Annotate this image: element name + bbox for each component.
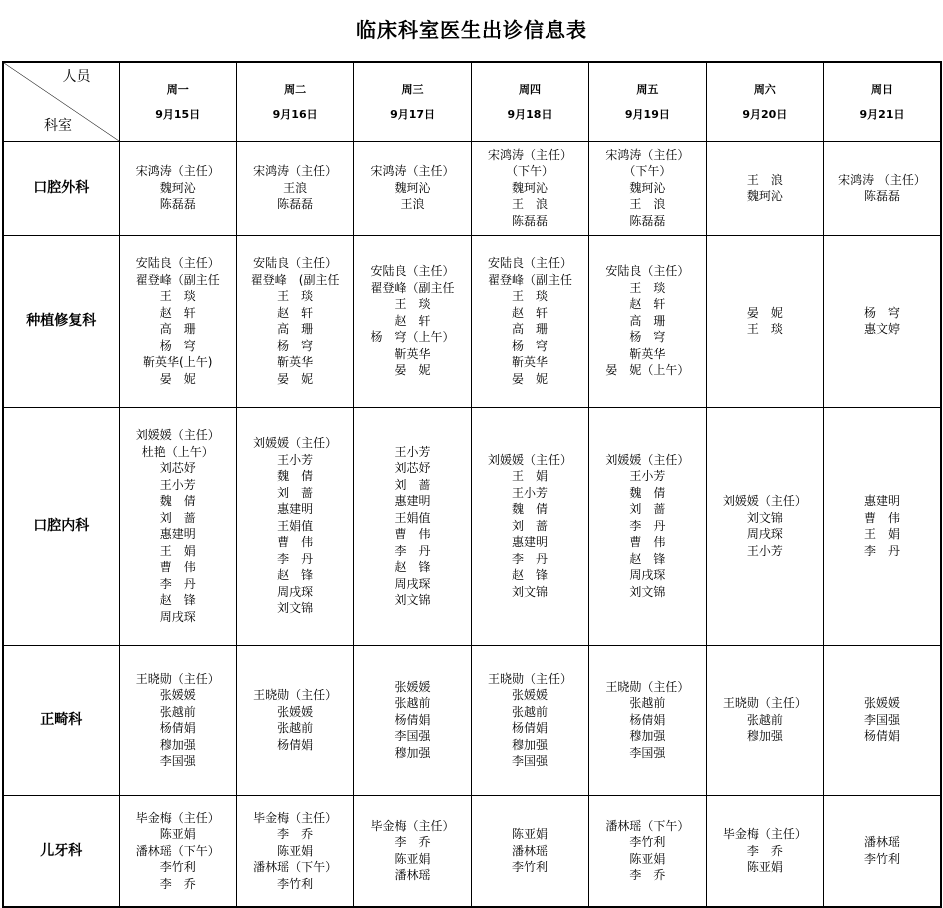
doctor-name: 王晓勋（主任） bbox=[722, 696, 807, 711]
weekday-label: 周五 bbox=[636, 82, 659, 96]
schedule-cell bbox=[354, 407, 471, 645]
doctor-name: 翟登峰（副主任 bbox=[135, 272, 220, 287]
doctor-name: 杨 穹 bbox=[864, 305, 901, 320]
schedule-cell bbox=[824, 795, 941, 907]
doctor-name: 惠建明 bbox=[277, 502, 314, 517]
weekday-label: 周二 bbox=[284, 82, 307, 96]
date-label: 9月17日 bbox=[390, 107, 436, 121]
doctor-name: 翟登峰 (副主任 bbox=[250, 272, 340, 287]
schedule-cell bbox=[824, 235, 941, 407]
doctor-name: 刘芯妤 bbox=[394, 461, 431, 475]
schedule-cell bbox=[119, 407, 236, 645]
doctor-name: 刘文锦 bbox=[629, 584, 666, 599]
schedule-cell bbox=[706, 235, 823, 407]
doctor-name: 李 丹 bbox=[511, 551, 548, 566]
schedule-cell bbox=[589, 235, 706, 407]
doctor-name: 王晓勋（主任） bbox=[605, 679, 690, 694]
doctor-name: 潘林瑶（下午） bbox=[605, 818, 690, 833]
weekday-label: 周六 bbox=[753, 82, 776, 96]
doctor-name: 王小芳 bbox=[511, 485, 548, 500]
schedule-cell bbox=[119, 645, 236, 795]
doctor-name: 穆加强 bbox=[511, 737, 548, 752]
doctor-name: 李 丹 bbox=[159, 576, 196, 591]
doctor-name: 赵 轩 bbox=[394, 313, 431, 328]
doctor-name: 赵 轩 bbox=[159, 305, 196, 320]
doctor-name: 靳英华(上午) bbox=[143, 355, 213, 369]
doctor-name: 王娟值 bbox=[277, 518, 314, 533]
doctor-name: 王 娟 bbox=[159, 543, 196, 558]
doctor-name: 安陆良（主任） bbox=[605, 264, 690, 279]
doctor-name: 刘文锦 bbox=[277, 601, 314, 616]
doctor-name: 张越前 bbox=[159, 704, 196, 719]
doctor-name: 杨 穹 bbox=[629, 330, 666, 345]
schedule-cell bbox=[471, 407, 588, 645]
schedule-cell bbox=[706, 645, 823, 795]
day-header bbox=[354, 62, 471, 141]
doctor-name: 潘林瑶 bbox=[394, 868, 431, 883]
doctor-name: 张媛媛 bbox=[864, 696, 901, 711]
doctor-name: 陈亚娟 bbox=[277, 843, 314, 858]
doctor-name: 刘文锦 bbox=[394, 593, 431, 607]
schedule-cell bbox=[236, 141, 353, 235]
day-header bbox=[119, 62, 236, 141]
schedule-cell bbox=[824, 645, 941, 795]
doctor-name: 赵 锋 bbox=[511, 568, 548, 583]
doctor-name: （下午） bbox=[505, 164, 554, 179]
doctor-name: 王 浪 bbox=[629, 197, 666, 212]
doctor-name: 李 乔 bbox=[746, 843, 783, 858]
doctor-name: 李竹利 bbox=[864, 851, 901, 866]
doctor-name: 晏 妮 bbox=[159, 371, 196, 386]
doctor-name: 晏 妮 bbox=[277, 371, 314, 386]
doctor-name: 李 乔 bbox=[277, 827, 314, 841]
doctor-name: 惠建明 bbox=[511, 535, 548, 550]
doctor-name: 周戌琛 bbox=[277, 584, 314, 599]
doctor-name: 宋鸿涛（主任） bbox=[605, 147, 690, 162]
schedule-cell bbox=[706, 407, 823, 645]
doctor-name: 刘芯妤 bbox=[159, 461, 196, 475]
doctor-name: 潘林瑶 bbox=[511, 843, 548, 858]
doctor-name: 潘林瑶 bbox=[864, 835, 901, 850]
schedule-cell bbox=[824, 407, 941, 645]
doctor-name: 王 娟 bbox=[511, 469, 548, 484]
doctor-name: 陈亚娟 bbox=[511, 827, 548, 841]
doctor-name: 晏 妮 bbox=[511, 371, 548, 386]
department-name: 口腔外科 bbox=[3, 141, 119, 235]
doctor-name: 王 琰 bbox=[277, 289, 314, 303]
doctor-name: 李国强 bbox=[629, 745, 666, 760]
schedule-cell bbox=[354, 235, 471, 407]
doctor-name: 高 珊 bbox=[159, 322, 196, 336]
doctor-name: 魏珂沁 bbox=[394, 180, 431, 195]
doctor-name: 曹 伟 bbox=[159, 560, 196, 574]
department-name: 正畸科 bbox=[3, 645, 119, 795]
corner-label-staff: 人员 bbox=[62, 69, 91, 85]
doctor-name: 靳英华 bbox=[277, 355, 314, 369]
page-title: 临床科室医生出诊信息表 bbox=[356, 18, 587, 42]
doctor-name: 毕金梅（主任） bbox=[135, 810, 220, 825]
schedule-cell bbox=[706, 141, 823, 235]
doctor-name: 王晓勋（主任） bbox=[135, 671, 220, 686]
department-row bbox=[3, 795, 941, 907]
day-header bbox=[589, 62, 706, 141]
doctor-name: 李 丹 bbox=[277, 551, 314, 566]
doctor-name: 王 琰 bbox=[159, 289, 196, 303]
doctor-name: 李 丹 bbox=[864, 543, 901, 558]
doctor-name: 毕金梅（主任） bbox=[253, 810, 338, 825]
schedule-cell bbox=[589, 141, 706, 235]
doctor-name: 李竹利 bbox=[511, 860, 548, 874]
doctor-name: 穆加强 bbox=[629, 729, 666, 744]
doctor-name: 刘 蔷 bbox=[394, 477, 431, 492]
doctor-name: 曹 伟 bbox=[629, 535, 666, 550]
doctor-name: 张越前 bbox=[511, 704, 548, 719]
doctor-name: 李竹利 bbox=[159, 860, 196, 874]
schedule-cell bbox=[236, 235, 353, 407]
doctor-name: 周戌琛 bbox=[159, 609, 196, 624]
date-label: 9月16日 bbox=[272, 107, 318, 121]
doctor-name: 刘文锦 bbox=[746, 510, 783, 525]
doctor-name: 陈磊磊 bbox=[629, 213, 666, 228]
doctor-name: 王小芳 bbox=[277, 452, 314, 467]
doctor-name: 毕金梅（主任） bbox=[370, 818, 455, 833]
doctor-name: 王浪 bbox=[400, 197, 425, 212]
doctor-name: 刘媛媛（主任） bbox=[605, 452, 690, 467]
doctor-name: 张越前 bbox=[277, 721, 314, 735]
doctor-name: 王 浪 bbox=[746, 172, 783, 187]
day-header bbox=[706, 62, 823, 141]
date-label: 9月19日 bbox=[624, 107, 670, 121]
doctor-name: （下午） bbox=[623, 164, 672, 179]
date-label: 9月21日 bbox=[859, 107, 905, 121]
doctor-name: 王小芳 bbox=[394, 444, 431, 459]
doctor-name: 陈磊磊 bbox=[277, 197, 314, 212]
doctor-name: 安陆良（主任） bbox=[135, 256, 220, 270]
schedule-body bbox=[3, 141, 941, 907]
doctor-name: 陈亚娟 bbox=[746, 860, 783, 874]
header-row bbox=[3, 62, 941, 141]
doctor-name: 宋鸿涛 （主任） bbox=[838, 172, 926, 187]
doctor-name: 赵 锋 bbox=[277, 568, 314, 583]
doctor-name: 刘 蔷 bbox=[511, 518, 548, 533]
doctor-name: 翟登峰（副主任 bbox=[370, 280, 455, 295]
doctor-name: 宋鸿涛（主任） bbox=[135, 164, 220, 179]
doctor-name: 杨 穹 bbox=[511, 338, 548, 353]
doctor-name: 赵 锋 bbox=[394, 560, 431, 574]
doctor-name: 魏珂沁 bbox=[746, 189, 783, 203]
doctor-name: 王晓勋（主任） bbox=[253, 688, 338, 702]
doctor-name: 李 丹 bbox=[629, 518, 666, 533]
doctor-name: 高 珊 bbox=[629, 313, 666, 328]
day-header bbox=[236, 62, 353, 141]
date-label: 9月18日 bbox=[507, 107, 553, 121]
doctor-name: 杨倩娟 bbox=[159, 721, 196, 735]
doctor-name: 刘 蔷 bbox=[277, 485, 314, 500]
weekday-label: 周日 bbox=[871, 82, 894, 96]
department-row bbox=[3, 235, 941, 407]
doctor-name: 李 乔 bbox=[394, 835, 431, 850]
schedule-cell bbox=[119, 795, 236, 907]
doctor-name: 潘林瑶（下午） bbox=[253, 860, 338, 874]
schedule-cell bbox=[236, 795, 353, 907]
doctor-name: 刘媛媛（主任） bbox=[722, 494, 807, 508]
doctor-name: 陈磊磊 bbox=[864, 189, 901, 203]
weekday-label: 周一 bbox=[166, 82, 189, 96]
schedule-cell bbox=[706, 795, 823, 907]
doctor-name: 高 珊 bbox=[277, 322, 314, 336]
schedule-cell bbox=[236, 407, 353, 645]
date-label: 9月20日 bbox=[742, 107, 788, 121]
doctor-name: 王 琰 bbox=[629, 280, 666, 295]
doctor-name: 王小芳 bbox=[159, 477, 196, 492]
doctor-name: 杨倩娟 bbox=[511, 721, 548, 735]
weekday-label: 周三 bbox=[401, 82, 424, 96]
doctor-name: 李竹利 bbox=[277, 876, 314, 891]
doctor-name: 周戌琛 bbox=[394, 576, 431, 591]
doctor-name: 王小芳 bbox=[746, 543, 783, 558]
doctor-name: 杜艳（上午） bbox=[141, 444, 214, 459]
doctor-name: 安陆良（主任） bbox=[253, 256, 338, 270]
doctor-name: 曹 伟 bbox=[394, 527, 431, 541]
doctor-name: 杨倩娟 bbox=[277, 737, 314, 752]
department-name: 儿牙科 bbox=[3, 795, 119, 907]
doctor-name: 晏 妮 bbox=[746, 305, 783, 320]
doctor-name: 穆加强 bbox=[394, 745, 431, 760]
doctor-name: 刘媛媛（主任） bbox=[135, 428, 220, 442]
schedule-cell bbox=[354, 645, 471, 795]
doctor-name: 王 琰 bbox=[746, 322, 783, 336]
doctor-name: 王 琰 bbox=[394, 297, 431, 312]
corner-label-dept: 科室 bbox=[44, 118, 72, 134]
doctor-name: 赵 锋 bbox=[159, 593, 196, 607]
corner-header bbox=[3, 62, 119, 141]
schedule-cell bbox=[589, 795, 706, 907]
doctor-name: 王浪 bbox=[283, 180, 308, 195]
doctor-name: 张越前 bbox=[394, 696, 431, 711]
doctor-name: 杨倩娟 bbox=[629, 712, 666, 727]
department-name: 口腔内科 bbox=[3, 407, 119, 645]
doctor-name: 李国强 bbox=[159, 754, 196, 768]
doctor-name: 张媛媛 bbox=[394, 679, 431, 694]
day-header bbox=[824, 62, 941, 141]
department-name: 种植修复科 bbox=[3, 235, 119, 407]
doctor-name: 李国强 bbox=[864, 712, 901, 727]
doctor-name: 魏 倩 bbox=[511, 502, 548, 517]
doctor-name: 曹 伟 bbox=[864, 510, 901, 525]
doctor-name: 惠建明 bbox=[394, 494, 431, 508]
doctor-name: 刘文锦 bbox=[511, 584, 548, 599]
doctor-name: 魏珂沁 bbox=[159, 180, 196, 195]
doctor-name: 魏珂沁 bbox=[629, 180, 666, 195]
doctor-name: 魏珂沁 bbox=[511, 180, 548, 195]
schedule-cell bbox=[119, 235, 236, 407]
doctor-name: 靳英华 bbox=[394, 346, 431, 361]
doctor-name: 靳英华 bbox=[629, 346, 666, 361]
doctor-name: 赵 轩 bbox=[511, 305, 548, 320]
doctor-name: 赵 轩 bbox=[277, 305, 314, 320]
schedule-cell bbox=[119, 141, 236, 235]
doctor-name: 李 乔 bbox=[629, 868, 666, 883]
doctor-name: 穆加强 bbox=[746, 729, 783, 744]
doctor-name: 穆加强 bbox=[159, 737, 196, 752]
doctor-name: 靳英华 bbox=[511, 355, 548, 369]
doctor-name: 宋鸿涛（主任） bbox=[487, 147, 572, 162]
doctor-name: 安陆良（主任） bbox=[487, 256, 572, 270]
doctor-name: 杨 穹（上午） bbox=[370, 330, 455, 345]
doctor-name: 高 珊 bbox=[511, 322, 548, 336]
doctor-name: 陈亚娟 bbox=[159, 827, 196, 841]
doctor-name: 魏 倩 bbox=[277, 469, 314, 484]
weekday-label: 周四 bbox=[518, 82, 541, 96]
schedule-cell bbox=[354, 795, 471, 907]
doctor-name: 张越前 bbox=[746, 712, 783, 727]
doctor-name: 张媛媛 bbox=[277, 704, 314, 719]
doctor-name: 王 琰 bbox=[511, 289, 548, 303]
schedule-cell bbox=[589, 645, 706, 795]
doctor-name: 刘媛媛（主任） bbox=[253, 436, 338, 451]
doctor-name: 王晓勋（主任） bbox=[487, 671, 572, 686]
doctor-name: 惠建明 bbox=[159, 527, 196, 541]
doctor-name: 杨 穹 bbox=[277, 338, 314, 353]
doctor-name: 李国强 bbox=[511, 754, 548, 768]
schedule-cell bbox=[471, 235, 588, 407]
doctor-name: 王 浪 bbox=[511, 197, 548, 212]
doctor-name: 张越前 bbox=[629, 696, 666, 711]
department-row bbox=[3, 645, 941, 795]
doctor-name: 安陆良（主任） bbox=[370, 264, 455, 279]
schedule-cell bbox=[471, 141, 588, 235]
doctor-name: 宋鸿涛（主任） bbox=[370, 164, 455, 179]
doctor-name: 刘 蔷 bbox=[159, 510, 196, 525]
doctor-name: 张媛媛 bbox=[159, 688, 196, 702]
doctor-name: 曹 伟 bbox=[277, 535, 314, 550]
doctor-name: 陈亚娟 bbox=[629, 851, 666, 866]
doctor-name: 杨 穹 bbox=[159, 338, 196, 353]
doctor-name: 刘 蔷 bbox=[629, 502, 666, 517]
schedule-table bbox=[2, 61, 942, 908]
doctor-name: 张媛媛 bbox=[511, 688, 548, 702]
doctor-name: 魏 倩 bbox=[629, 485, 666, 500]
doctor-name: 周戌琛 bbox=[746, 527, 783, 541]
doctor-name: 杨倩娟 bbox=[864, 729, 901, 744]
doctor-name: 赵 锋 bbox=[629, 551, 666, 566]
doctor-name: 李竹利 bbox=[629, 835, 666, 850]
doctor-name: 李 丹 bbox=[394, 543, 431, 558]
doctor-name: 晏 妮（上午） bbox=[605, 363, 690, 378]
doctor-name: 潘林瑶（下午） bbox=[135, 843, 220, 858]
schedule-cell bbox=[354, 141, 471, 235]
schedule-cell bbox=[824, 141, 941, 235]
schedule-cell bbox=[471, 795, 588, 907]
doctor-name: 惠文婷 bbox=[864, 322, 901, 336]
department-row bbox=[3, 141, 941, 235]
doctor-name: 周戌琛 bbox=[629, 568, 666, 583]
doctor-name: 陈亚娟 bbox=[394, 851, 431, 866]
doctor-name: 李国强 bbox=[394, 729, 431, 744]
doctor-name: 王娟值 bbox=[394, 510, 431, 525]
doctor-name: 惠建明 bbox=[864, 494, 901, 508]
doctor-name: 陈磊磊 bbox=[511, 213, 548, 228]
doctor-name: 王 娟 bbox=[864, 527, 901, 541]
doctor-name: 王小芳 bbox=[629, 469, 666, 484]
day-header bbox=[471, 62, 588, 141]
schedule-cell bbox=[471, 645, 588, 795]
doctor-name: 陈磊磊 bbox=[159, 197, 196, 212]
doctor-name: 宋鸿涛（主任） bbox=[253, 164, 338, 179]
doctor-name: 毕金梅（主任） bbox=[722, 827, 807, 841]
doctor-name: 魏 倩 bbox=[159, 494, 196, 508]
doctor-name: 刘媛媛（主任） bbox=[487, 452, 572, 467]
date-label: 9月15日 bbox=[155, 107, 201, 121]
department-row bbox=[3, 407, 941, 645]
doctor-name: 李 乔 bbox=[159, 876, 196, 891]
doctor-name: 翟登峰（副主任 bbox=[487, 272, 572, 287]
doctor-name: 赵 轩 bbox=[629, 297, 666, 312]
schedule-cell bbox=[589, 407, 706, 645]
doctor-name: 杨倩娟 bbox=[394, 712, 431, 727]
schedule-cell bbox=[236, 645, 353, 795]
doctor-name: 晏 妮 bbox=[394, 363, 431, 378]
